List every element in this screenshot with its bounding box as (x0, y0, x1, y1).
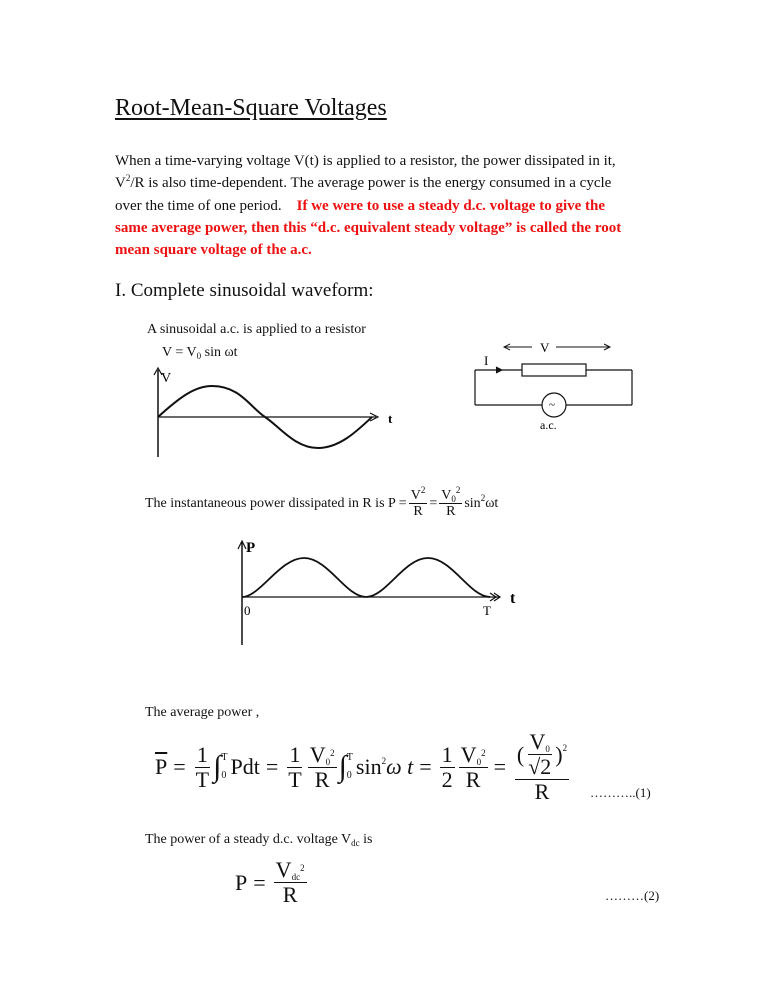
dc-power-label: The power of a steady d.c. voltage $V_{dc}$ is (145, 832, 373, 848)
svg-text:t: t (388, 411, 393, 426)
svg-text:0: 0 (244, 603, 251, 618)
intro-line-1: When a time-varying voltage V(t) is applied to a resistor, the power dissipated in it, (115, 153, 616, 169)
intro-line-4: same average power, then this “d.c. equivalent steady voltage” is called the root (115, 220, 622, 236)
intro-paragraph (115, 150, 675, 261)
svg-text:V: V (540, 340, 550, 355)
svg-text:~: ~ (549, 399, 555, 411)
intro-line-5: mean square voltage of the a.c. (115, 242, 312, 258)
svg-text:P: P (246, 540, 256, 556)
integral-sign: ∫ (213, 750, 222, 784)
page-title: Root-Mean-Square Voltages (115, 95, 387, 121)
dc-power-equation: P = $\frac{Vdc^2}{R}$ (235, 857, 305, 908)
intro-line-3: over the time of one period. If we were to use a steady d.c. voltage to give the (115, 198, 606, 214)
section-heading: I. Complete sinusoidal waveform: (115, 280, 374, 301)
intro-line-2: $V^2/R$ is also time-dependent. The average power is the energy consumed in a cycle (115, 173, 612, 191)
svg-text:t: t (510, 590, 516, 607)
power-waveform-graph (220, 530, 520, 650)
resistor-icon (522, 364, 586, 376)
instantaneous-power-equation: The instantaneous power dissipated in R is P = $\frac{V^2}{R}$ = $\frac{V_0^2}{R}$ sin 2 ωt (145, 485, 499, 520)
voltage-waveform-graph (140, 362, 400, 462)
voltage-formula: $V = V_0$ sin ωt (162, 345, 238, 361)
svg-text:a.c.: a.c. (540, 418, 557, 432)
equation-2-ref: ………(2) (605, 888, 660, 903)
svg-text:V: V (161, 371, 172, 386)
svg-text:T: T (483, 603, 491, 618)
circuit-diagram (460, 335, 660, 435)
equation-1-ref: ………..(1) (590, 785, 651, 800)
average-power-equation: $\overline{P}$ = $\frac{1}{T}$ ∫ T 0 Pdt = $\frac{1}{T}$ $\frac{V0^2}{R}$ ∫ T 0 sin 2 ω t = $\frac{1}{2}$ $\frac{V0^2}{R}$ = ( $\frac{V0}{√2}$ ) 2 R (155, 729, 568, 805)
svg-text:I: I (484, 353, 489, 368)
average-power-label: The average power , (145, 705, 260, 720)
sinusoid-intro-text: A sinusoidal a.c. is applied to a resistor (147, 322, 366, 337)
rms-definition: If we were to use a steady d.c. voltage to give the (296, 198, 606, 214)
